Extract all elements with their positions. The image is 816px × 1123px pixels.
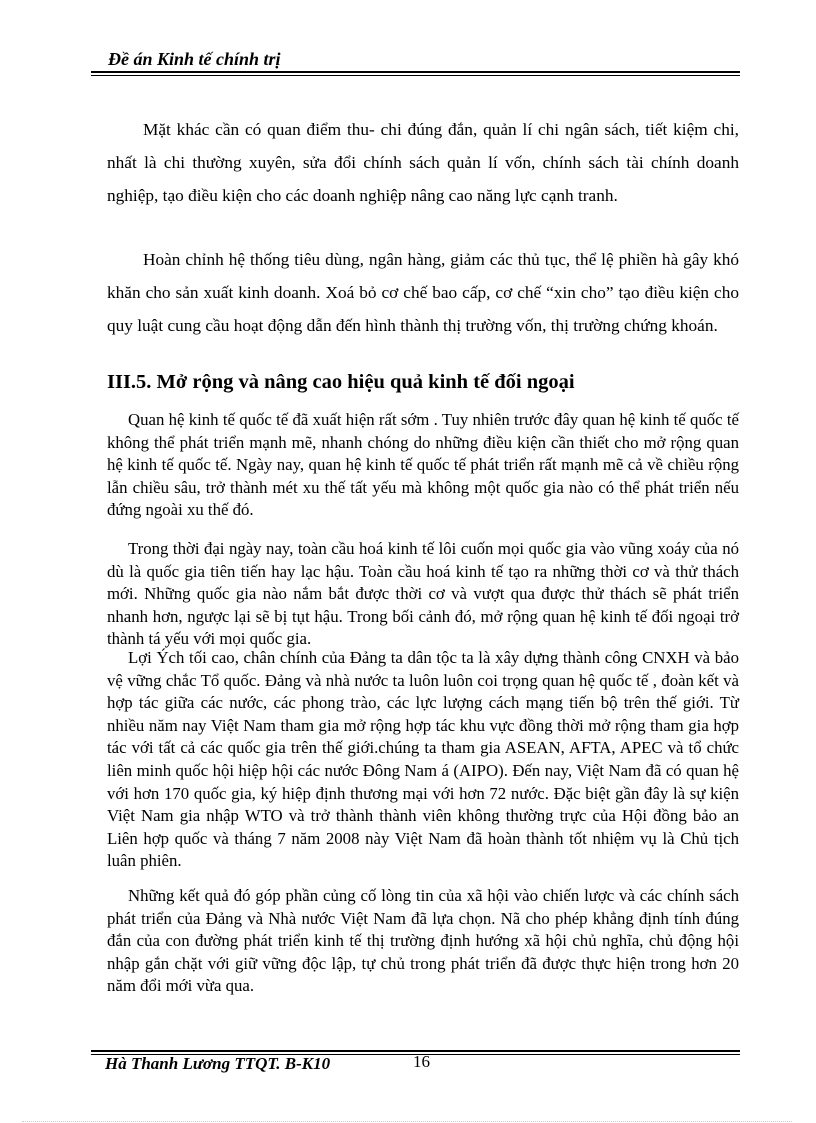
body-paragraph-2: Hoàn chỉnh hệ thống tiêu dùng, ngân hàng, giảm các thủ tục, thể lệ phiền hà gây khó khăn cho sản xuất kinh doanh. Xoá bỏ cơ chế bao cấp, cơ chế “xin cho” tạo điều kiện cho quy luật cung cầu hoạt động dẫn đến hình thành thị trường vốn, thị trường chứng khoán. bbox=[107, 250, 739, 335]
body-paragraph-5: Lợi Ých tối cao, chân chính của Đảng ta dân tộc ta là xây dựng thành công CNXH và bảo vệ vững chắc Tổ quốc. Đảng và nhà nước ta luôn luôn coi trọng quan hệ quốc tế , đoàn kết và hợp tác giữa các nước, các phong trào, các lực lượng cách mạng tiến bộ trên thế giới. Từ nhiều năm nay Việt Nam tham gia mở rộng hợp tác khu vực đồng thời mở rộng tham gia hợp tác với tất cả các quốc gia trên thế giới.chúng ta tham gia ASEAN, AFTA, APEC và tổ chức liên minh quốc hội hiệp hội các nước Đông Nam á (AIPO). Đến nay, Việt Nam đã có quan hệ với hơn 170 quốc gia, ký hiệp định thương mại với hơn 72 nước. Đặc biệt gần đây là sự kiện Việt Nam gia nhập WTO và trở thành thành viên không thường trực của Hội đồng bảo an Liên hợp quốc và tháng 7 năm 2008 này Việt Nam đã hoàn thành tốt nhiệm vụ là Chủ tịch luân phiên. bbox=[107, 648, 739, 871]
section-heading: III.5. Mở rộng và nâng cao hiệu quả kinh tế đối ngoại bbox=[107, 371, 575, 393]
header-rule bbox=[91, 71, 740, 73]
body-paragraph-1: Mặt khác cần có quan điểm thu- chi đúng đắn, quản lí chi ngân sách, tiết kiệm chi, nhất là chi thường xuyên, sửa đổi chính sách quản lí vốn, chính sách tài chính doanh nghiệp, tạo điều kiện cho các doanh nghiệp nâng cao năng lực cạnh tranh. bbox=[107, 120, 739, 205]
page-edge bbox=[22, 1121, 792, 1122]
body-paragraph-6: Những kết quả đó góp phần củng cố lòng tin của xã hội vào chiến lược và các chính sách phát triển của Đảng và Nhà nước Việt Nam đã lựa chọn. Nã cho phép khẳng định tính đúng đắn của con đường phát triển kinh tế thị trường định hướng xã hội chủ nghĩa, chủ động hội nhập gắn chặt với giữ vững độc lập, tự chủ trong phát triển đã được thực hiện trong hơn 20 năm đổi mới vừa qua. bbox=[107, 886, 739, 996]
body-paragraph-4: Trong thời đại ngày nay, toàn cầu hoá kinh tế lôi cuốn mọi quốc gia vào vũng xoáy của nó dù là quốc gia tiên tiến hay lạc hậu. Toàn cầu hoá kinh tế tạo ra những thời cơ và thử thách mới. Những quốc gia nào nắm bắt được thời cơ và vượt qua được thử thách sẽ phát triển nhanh hơn, ngược lại sẽ bị tụt hậu. Trong bối cảnh đó, mở rộng quan hệ kinh tế đối ngoại trở thành tá yếu với mọi quốc gia. bbox=[107, 539, 739, 649]
header-title: Đề án Kinh tế chính trị bbox=[108, 49, 281, 69]
page-number: 16 bbox=[413, 1052, 430, 1071]
footer-author: Hà Thanh Lương TTQT. B-K10 bbox=[105, 1054, 331, 1073]
header-rule-secondary bbox=[91, 75, 740, 76]
body-paragraph-3: Quan hệ kinh tế quốc tế đã xuất hiện rất sớm . Tuy nhiên trước đây quan hệ kinh tế quốc tế không thể phát triển mạnh mẽ, nhanh chóng do những điều kiện cần thiết cho mở rộng quan hệ kinh tế quốc tế. Ngày nay, quan hệ kinh tế quốc tế phát triển rất mạnh mẽ cả về chiều rộng lẫn chiều sâu, trở thành mét xu thế tất yếu mà không một quốc gia nào có thể phát triển nếu đứng ngoài xu thế đó. bbox=[107, 410, 739, 520]
